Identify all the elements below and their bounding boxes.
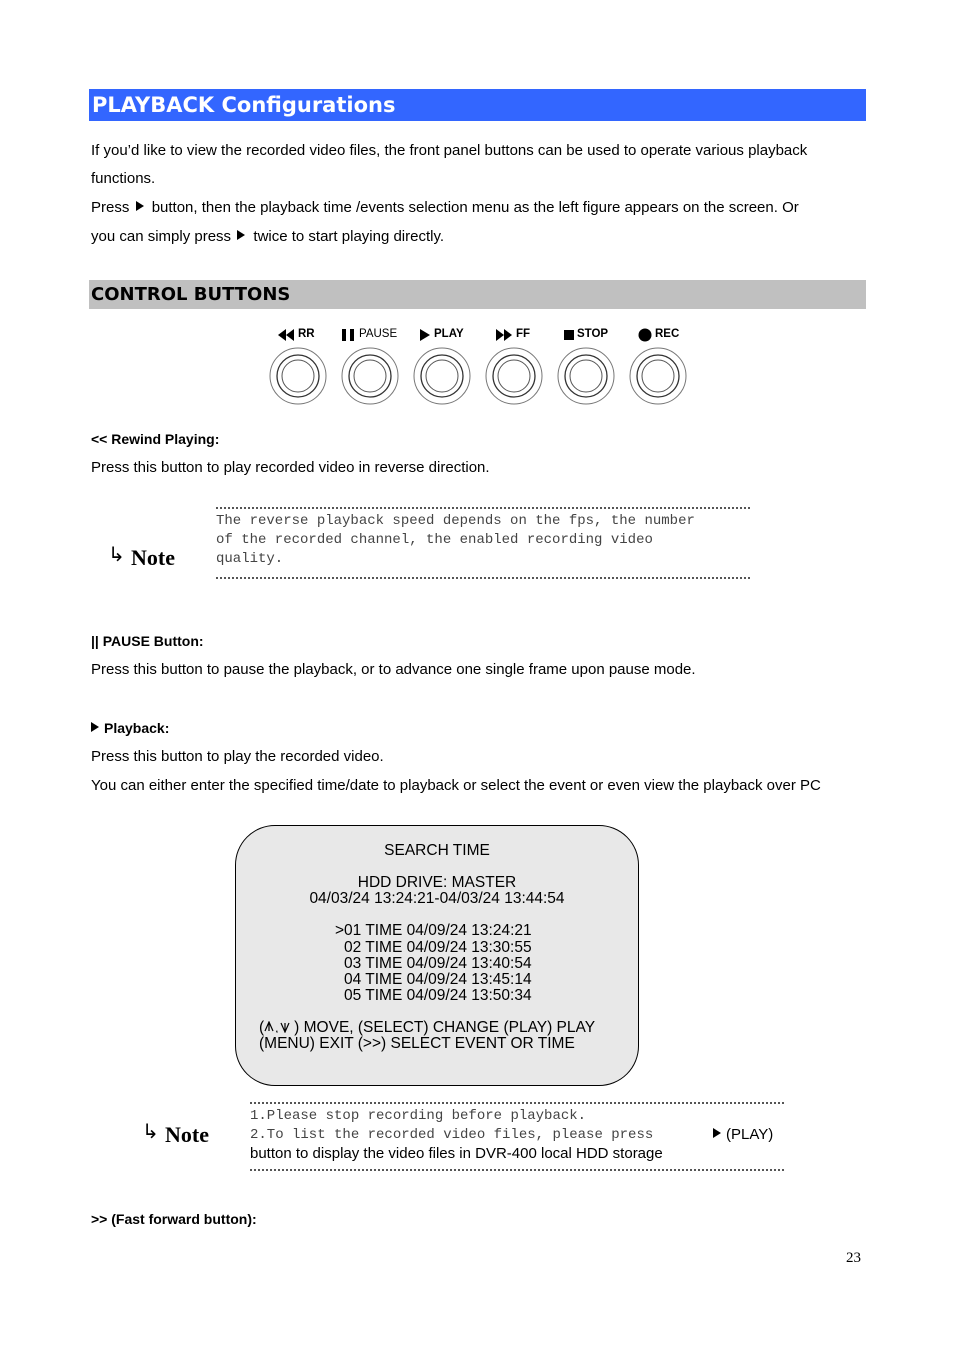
pushpin-icon: ↳: [108, 542, 125, 566]
play-icon: [713, 1128, 721, 1138]
intro-line-4: [91, 228, 444, 246]
intro-line-3-start: Press: [91, 199, 130, 216]
osd-drive: HDD DRIVE: MASTER: [357, 874, 517, 891]
note-line-3: button to display the video files in DVR-400 local HDD storage: [250, 1145, 663, 1162]
osd-entry: 05 TIME 04/09/24 13:50:34: [344, 987, 532, 1004]
play-button-figure: [410, 325, 474, 410]
fast-forward-icon: [496, 329, 514, 341]
playback-heading-row: [91, 719, 169, 737]
note-line-1: 1.Please stop recording before playback.: [250, 1108, 587, 1124]
play-icon: [136, 201, 144, 211]
osd-help-1-open: (: [259, 1019, 265, 1036]
intro-line-4-end: twice to start playing directly.: [253, 228, 445, 245]
rec-label: REC: [655, 328, 680, 340]
rr-button-figure: [266, 325, 330, 410]
pushpin-icon: ↳: [142, 1119, 159, 1143]
play-icon: [91, 722, 99, 732]
rr-knob: [268, 346, 328, 406]
note-label: Note: [165, 1122, 209, 1147]
ff-label: FF: [516, 328, 531, 340]
osd-help-2: (MENU) EXIT (>>) SELECT EVENT OR TIME: [259, 1035, 575, 1052]
play-key-label: (PLAY): [726, 1126, 774, 1143]
note-line-2-tail: [713, 1126, 773, 1144]
intro-line-3: [91, 199, 799, 217]
osd-help-1: [259, 1020, 595, 1036]
rewind-body: Press this button to play recorded video in reverse direction.: [91, 459, 490, 476]
stop-knob: [556, 346, 616, 406]
osd-entry: >01 TIME 04/09/24 13:24:21: [335, 922, 532, 939]
osd-entry: 04 TIME 04/09/24 13:45:14: [344, 971, 532, 988]
pause-heading: || PAUSE Button:: [91, 633, 204, 649]
intro-line-1: If you’d like to view the recorded video files, the front panel buttons can be used to operate various playback: [91, 142, 808, 159]
playback-heading: Playback:: [104, 720, 170, 736]
note-label: Note: [131, 545, 175, 570]
control-buttons-figure: [262, 325, 698, 410]
section-heading: CONTROL BUTTONS: [91, 284, 291, 305]
note-divider-bottom: [250, 1169, 784, 1171]
rec-button-figure: [626, 325, 690, 410]
note-divider-top: [250, 1102, 784, 1104]
intro-line-3-end: button, then the playback time /events selection menu as the left figure appears on the screen. Or: [151, 199, 799, 216]
playback-body-1: Press this button to play the recorded video.: [91, 748, 384, 765]
play-knob: [412, 346, 472, 406]
page-number: 23: [846, 1250, 861, 1266]
intro-line-2: functions.: [91, 170, 156, 187]
osd-entry: 03 TIME 04/09/24 13:40:54: [344, 955, 532, 972]
osd-entry: 02 TIME 04/09/24 13:30:55: [344, 939, 532, 956]
rr-label: RR: [298, 328, 315, 340]
ff-knob: [484, 346, 544, 406]
note-line-3: quality.: [216, 551, 284, 567]
note-divider-bottom: [216, 577, 750, 579]
rewind-heading: << Rewind Playing:: [91, 431, 220, 447]
pause-label: PAUSE: [359, 328, 398, 340]
play-label: PLAY: [434, 328, 464, 340]
stop-icon: [564, 330, 575, 341]
osd-title: SEARCH TIME: [384, 842, 490, 859]
playback-body-2: You can either enter the specified time/date to playback or select the event or even view the playback over PC: [91, 777, 821, 794]
play-icon: [420, 329, 432, 341]
svg-text:,: ,: [275, 1021, 279, 1033]
ff-heading: >> (Fast forward button):: [91, 1211, 257, 1227]
up-down-arrows-icon: [264, 1021, 294, 1033]
stop-label: STOP: [577, 328, 609, 340]
stop-button-figure: [554, 325, 618, 410]
osd-range: 04/03/24 13:24:21-04/03/24 13:44:54: [309, 890, 565, 907]
pause-body: Press this button to pause the playback, or to advance one single frame upon pause mode.: [91, 661, 696, 678]
note-line-2: 2.To list the recorded video files, please press: [250, 1127, 654, 1143]
note-divider-top: [216, 507, 750, 509]
pause-button-figure: [338, 325, 402, 410]
play-icon: [237, 230, 245, 240]
note-line-2: of the recorded channel, the enabled recording video: [216, 532, 653, 548]
osd-help-1-text: ) MOVE, (SELECT) CHANGE (PLAY) PLAY: [294, 1019, 596, 1036]
ff-button-figure: [482, 325, 546, 410]
note-line-1: The reverse playback speed depends on the fps, the number: [216, 513, 695, 529]
pause-knob: [340, 346, 400, 406]
rewind-icon: [278, 329, 296, 341]
page-title: PLAYBACK Configurations: [92, 93, 396, 117]
intro-line-4-start: you can simply press: [91, 228, 232, 245]
pause-icon: [342, 329, 356, 341]
record-icon: [638, 328, 652, 342]
rec-knob: [628, 346, 688, 406]
